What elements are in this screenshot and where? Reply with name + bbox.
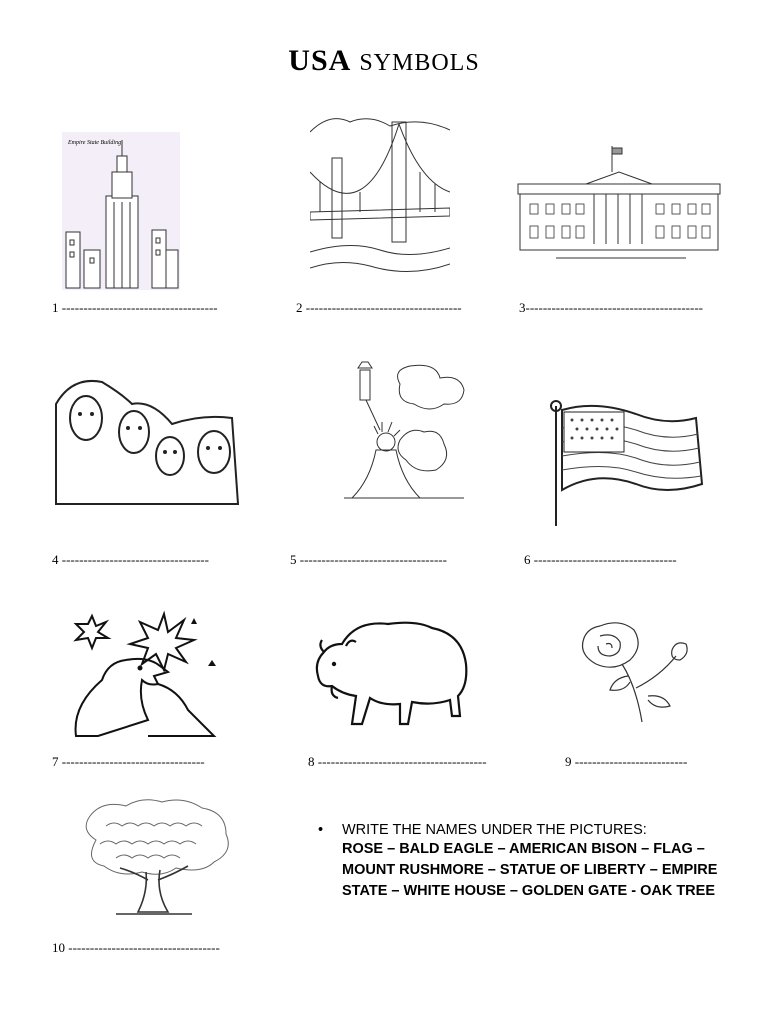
word-bank: ROSE – BALD EAGLE – AMERICAN BISON – FLAG – MOUNT RUSHMORE – STATUE OF LIBERTY – EMPIRE STATE – WHITE HOUSE – GOLDEN GATE - OAK TREE: [342, 841, 718, 899]
picture-flag: [546, 398, 708, 528]
answer-line-1[interactable]: 1 ------------------------------------: [52, 300, 218, 315]
instructions-heading: WRITE THE NAMES UNDER THE PICTURES:: [342, 822, 647, 838]
picture-oak-tree: [76, 796, 234, 922]
picture-golden-gate: [310, 112, 450, 284]
answer-line-6[interactable]: 6 ---------------------------------: [524, 552, 677, 567]
answer-line-5[interactable]: 5 ----------------------------------: [290, 552, 447, 567]
instructions-heading-row: [318, 822, 738, 838]
instructions: [318, 822, 738, 902]
picture-white-house: [516, 144, 722, 260]
page-title: [0, 44, 768, 78]
answer-line-4[interactable]: 4 ----------------------------------: [52, 552, 209, 567]
answer-line-2[interactable]: 2 ------------------------------------: [296, 300, 462, 315]
answer-line-9[interactable]: 9 --------------------------: [565, 754, 688, 769]
bullet-icon: •: [318, 822, 324, 838]
empire-caption: Empire State Building: [68, 140, 122, 146]
picture-empire-state: [62, 132, 180, 290]
picture-american-bison: [312, 616, 470, 730]
answer-line-7[interactable]: 7 ---------------------------------: [52, 754, 205, 769]
title-main: USA: [288, 44, 352, 77]
picture-rose: [564, 616, 714, 726]
picture-statue-of-liberty: [340, 360, 468, 504]
picture-bald-eagle: [68, 610, 224, 738]
answer-line-8[interactable]: 8 ---------------------------------------: [308, 754, 487, 769]
answer-line-3[interactable]: 3-----------------------------------------: [519, 300, 703, 315]
picture-mount-rushmore: [52, 374, 242, 524]
title-sub: SYMBOLS: [359, 50, 480, 76]
answer-line-10[interactable]: 10 -----------------------------------: [52, 940, 220, 955]
